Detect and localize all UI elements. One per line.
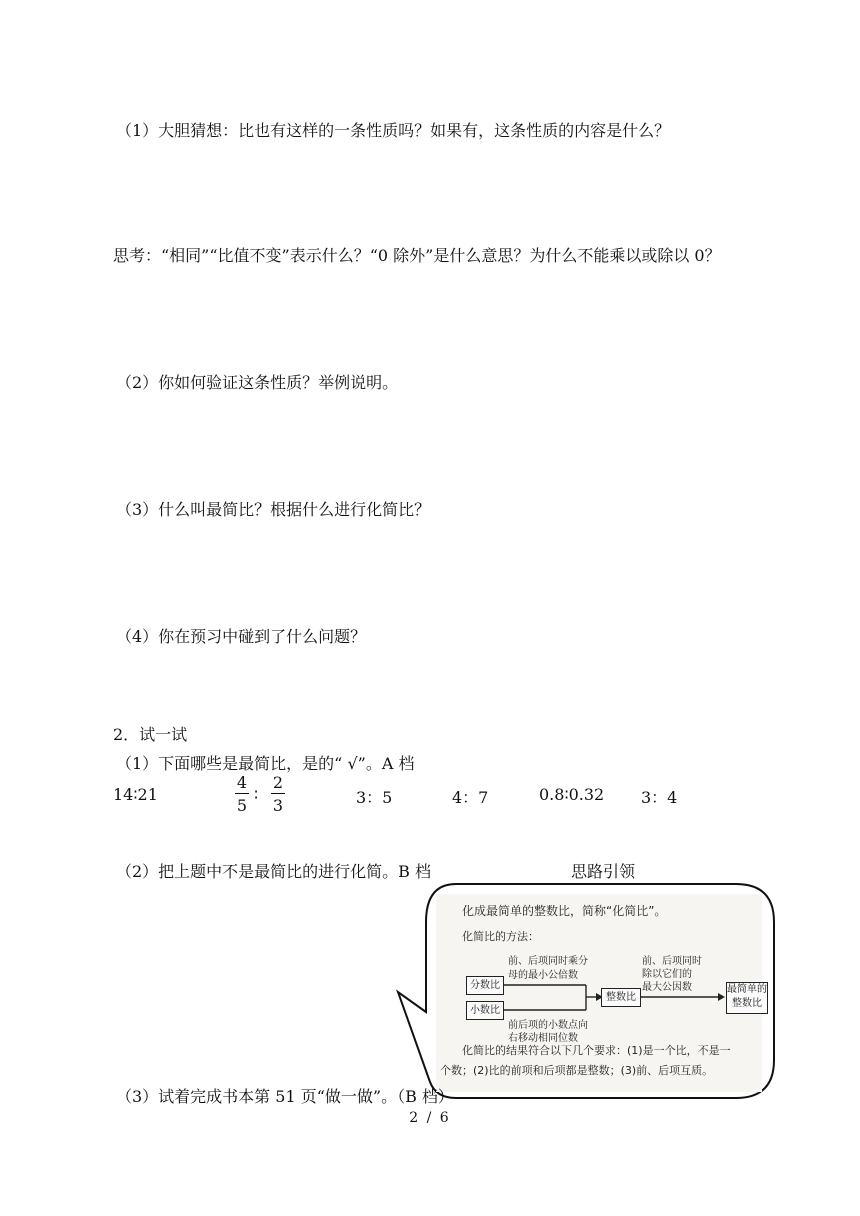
integer-ratio-box: 整数比 [601,988,641,1007]
hint-speech-bubble [396,882,776,1100]
fraction-bar [271,793,285,794]
section-2-question-2: （2）把上题中不是最简比的进行化简。B 档 [116,862,432,881]
page-number: 2 / 6 [409,1110,451,1126]
fraction-numerator: 2 [272,773,284,792]
fraction-denominator: 5 [236,796,248,815]
simplest-box-line: 整数比 [732,998,762,1009]
ratio-colon: ∶ [254,785,259,804]
decimal-ratio-box: 小数比 [466,1001,504,1020]
multiply-note-line: 母的最小公倍数 [508,970,578,981]
ratio-item: 0.8∶0.32 [539,785,605,804]
simplest-box-line: 最简单的 [727,984,767,995]
section-2-question-1: （1）下面哪些是最简比，是的“ √”。A 档 [116,754,415,773]
question-2: （2）你如何验证这条性质？举例说明。 [116,373,399,392]
simplest-ratio-box [726,982,768,1014]
thinking-prompt: 思考：“相同”“比值不变”表示什么？“0 除外”是什么意思？为什么不能乘以或除以 0？ [113,246,721,265]
question-4: （4）你在预习中碰到了什么问题？ [116,627,367,646]
requirements-line-1: 化简比的结果符合以下几个要求：(1)是一个比，不是一 [462,1044,731,1057]
fraction-numerator: 4 [236,773,248,792]
divide-note-line: 除以它们的 [642,969,692,980]
decimal-note-line: 前后项的小数点向 [508,1020,588,1031]
ratio-item: 3：5 [356,788,393,807]
fraction-denominator: 3 [272,796,284,815]
section-2-heading: 2．试一试 [113,725,188,744]
fraction-ratio-box: 分数比 [466,976,504,995]
bubble-method-title: 化简比的方法： [462,930,539,943]
requirements-line-2: 个数；(2)比的前项和后项都是整数；(3)前、后项互质。 [440,1064,714,1077]
fraction-bar [235,793,249,794]
ratio-item: 14∶21 [113,785,158,804]
section-2-question-3: （3）试着完成书本第 51 页“做一做”。（B 档） [116,1087,454,1106]
multiply-note-line: 前、后项同时乘分 [508,956,588,967]
ratio-item: 3：4 [641,788,678,807]
question-3: （3）什么叫最简比？根据什么进行化简比？ [116,500,431,519]
ratio-item: 4：7 [452,788,489,807]
divide-note-line: 前、后项同时 [642,956,702,967]
divide-note-line: 最大公因数 [642,982,692,993]
question-1: （1）大胆猜想：比也有这样的一条性质吗？如果有，这条性质的内容是什么？ [116,121,671,140]
decimal-note-line: 右移动相同位数 [508,1033,578,1044]
bubble-definition: 化成最简单的整数比，简称“化简比”。 [462,904,667,918]
hint-title: 思路引领 [571,862,636,881]
